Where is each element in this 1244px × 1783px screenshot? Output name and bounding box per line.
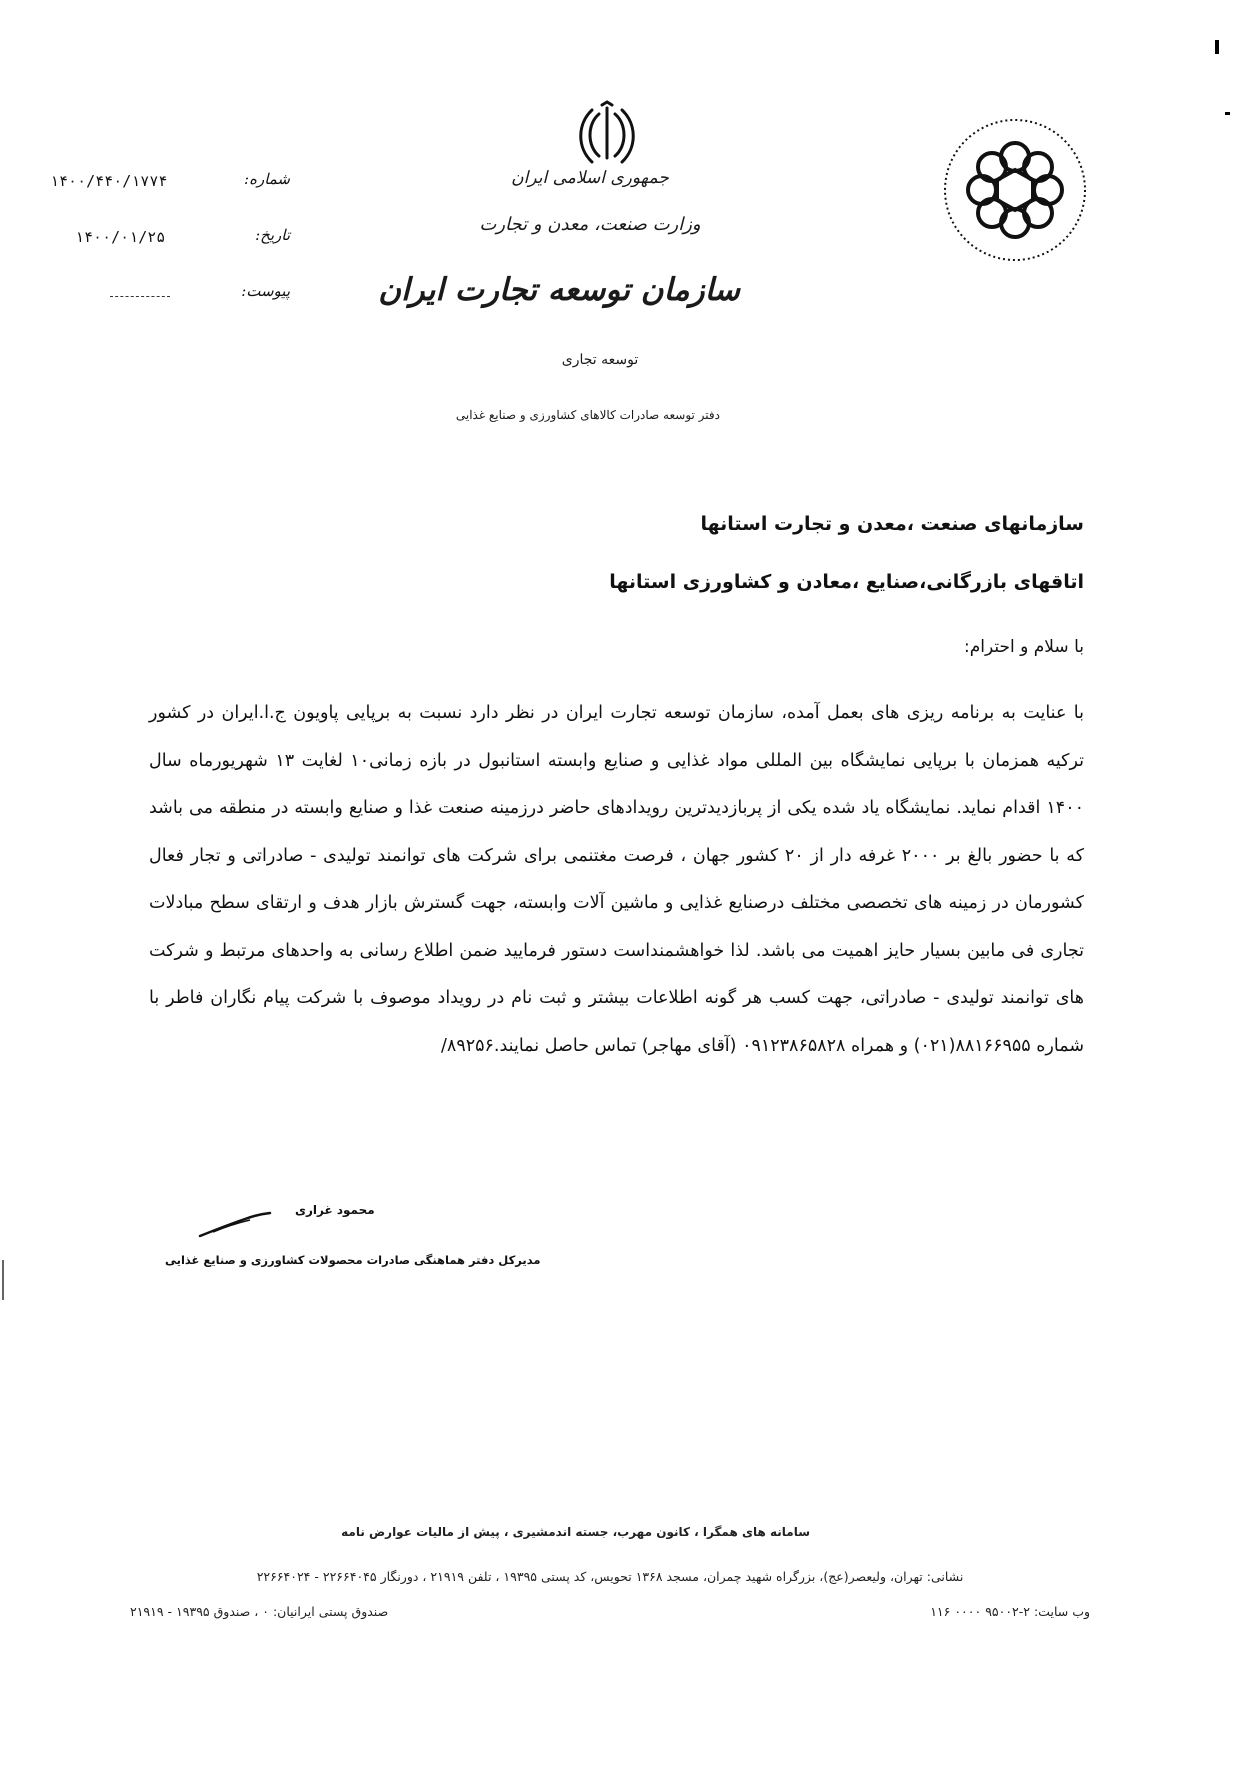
organization-logo-icon (940, 115, 1090, 265)
addressee-line-1: سازمانهای صنعت ،معدن و تجارت استانها (700, 513, 1084, 535)
signatory-name: محمود غراری (295, 1203, 375, 1217)
addressee-line-2: اتاقهای بازرگانی،صنایع ،معادن و کشاورزی استانها (609, 571, 1084, 593)
meta-attachment (40, 282, 290, 312)
department-line-1: توسعه تجاری (561, 352, 639, 368)
scan-mark-top-right (1215, 40, 1219, 54)
signatory-title: مدیرکل دفتر هماهنگی صادرات محصولات کشاورزی و صنایع غذایی (165, 1253, 541, 1267)
footer-line-1: سامانه های همگرا ، کانون مهرب، جسته اندمشیری ، پیش از مالیات عوارض نامه (341, 1525, 810, 1539)
number-label: شماره: (244, 170, 290, 188)
footer-address: نشانی: تهران، ولیعصر(عج)، بزرگراه شهید چمران، مسجد ۱۳۶۸ تحویس، کد پستی ۱۹۳۹۵ ، تلفن ۲۱۹۱۹ ، دورنگار ۲۲۶۶۴۰۴۵ - ۲۲۶۶۴۰۲۴ (256, 1569, 964, 1584)
ministry-title: وزارت صنعت، معدن و تجارت (479, 214, 701, 235)
meta-date (40, 226, 290, 256)
number-value: ۱۴۰۰/۴۴۰/۱۷۷۴ (50, 172, 168, 190)
letter-body: با عنایت به برنامه ریزی های بعمل آمده، سازمان توسعه تجارت ایران در نظر دارد نسبت به برپایی پاویون ج.ا.ایران در کشور ترکیه همزمان با برپایی نمایشگاه بین المللی مواد غذایی و صنایع وابسته استانبول در بازه زمانی۱۰ لغایت ۱۳ شهریورماه سال ۱۴۰۰ اقدام نماید. نمایشگاه یاد شده یکی از پربازدیدترین رویدادهای حاضر درزمینه صنعت غذا و صنایع وابسته در منطقه می باشد که با حضور بالغ بر ۲۰۰۰ غرفه دار از ۲۰ کشور جهان ، فرصت مغتنمی برای شرکت های توانمند تولیدی - صادراتی و تجار فعال کشورمان در زمینه های تخصصی مختلف درصنایع غذایی و ماشین آلات وابسته، جهت گسترش بازار هدف و ارتقای سطح مبادلات تجاری فی مابین بسیار حایز اهمیت می باشد. لذا خواهشمنداست دستور فرمایید ضمن اطلاع رسانی به واحدهای مرتبط و شرکت های توانمند تولیدی - صادراتی، جهت کسب هر گونه اطلاعات بیشتر و ثبت نام در رویداد موصوف با شرکت پیام نگاران فاطر با شماره ۸۸۱۶۶۹۵۵(۰۲۱) و همراه ۰۹۱۲۳۸۶۵۸۲۸ (آقای مهاجر) تماس حاصل نمایند.۸۹۲۵۶/ (149, 703, 1084, 1056)
date-label: تاریخ: (255, 226, 290, 244)
attachment-label: پیوست: (241, 282, 290, 300)
footer-postal: صندوق پستی ایرانیان: ۰ ، صندوق ۱۹۳۹۵ - ۲۱۹۱۹ (130, 1604, 389, 1619)
republic-title: جمهوری اسلامی ایران (511, 168, 669, 188)
footer-website: وب سایت: ۲-۹۵۰۰۲ ۰۰۰۰ ۱۱۶ (930, 1604, 1090, 1619)
signature-stroke (195, 1210, 275, 1240)
iran-emblem-icon (572, 100, 642, 170)
scan-mark-left (2, 1260, 4, 1300)
organization-name: سازمان توسعه تجارت ایران (378, 272, 740, 308)
department-line-2: دفتر توسعه صادرات کالاهای کشاورزی و صنایع غذایی (455, 408, 720, 422)
meta-number (40, 170, 290, 200)
greeting: با سلام و احترام: (964, 637, 1084, 657)
attachment-blank (110, 296, 170, 297)
scan-mark-right (1225, 112, 1230, 115)
date-value: ۱۴۰۰/۰۱/۲۵ (75, 228, 166, 246)
